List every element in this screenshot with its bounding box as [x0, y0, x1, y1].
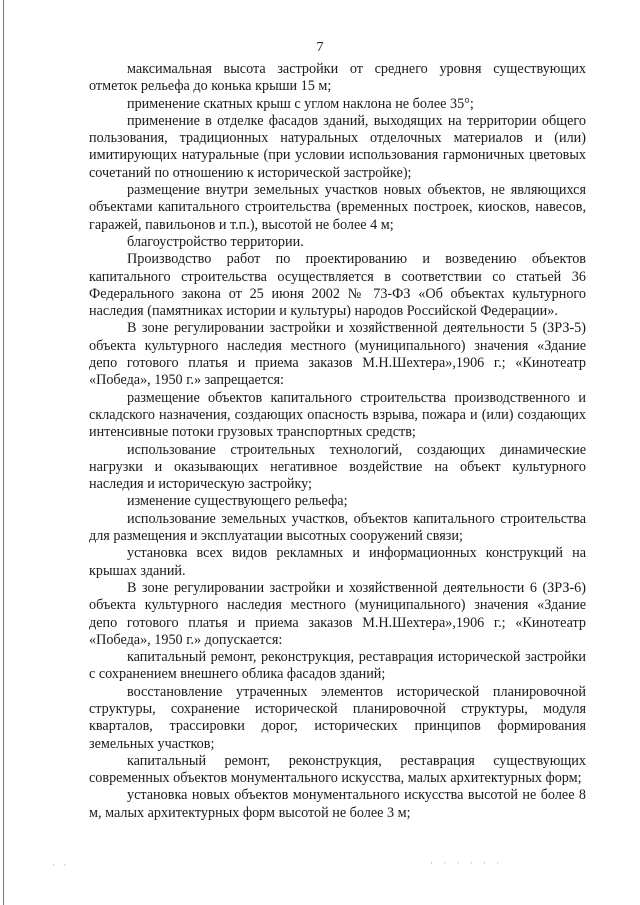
body-text — [89, 61, 586, 822]
paragraph: В зоне регулировании застройки и хозяйственной деятельности 5 (ЗРЗ-5) объекта культурного наследия местного (муниципального) значения «Здание депо готового платья и приема заказов М.Н.Шехтера»,1906 г.; «Кинотеатр «Победа», 1950 г.» запрещается: — [89, 320, 586, 389]
paragraph: установка новых объектов монументального искусства высотой не более 8 м, малых архитектурных форм высотой не более 3 м; — [89, 787, 586, 821]
page-number: 7 — [316, 40, 324, 55]
scan-edge-line — [3, 0, 4, 905]
paragraph: В зоне регулировании застройки и хозяйственной деятельности 6 (ЗРЗ-6) объекта культурного наследия местного (муниципального) значения «Здание депо готового платья и приема заказов М.Н.Шехтера»,1906 г.; «Кинотеатр «Победа», 1950 г.» допускается: — [89, 579, 586, 648]
paragraph: установка всех видов рекламных и информационных конструкций на крышах зданий. — [89, 545, 586, 579]
paragraph: использование строительных технологий, создающих динамические нагрузки и оказывающих негативное воздействие на объект культурного наследия и историческую застройку; — [89, 441, 586, 493]
paragraph: капитальный ремонт, реконструкция, реставрация исторической застройки с сохранением внешнего облика фасадов зданий; — [89, 649, 586, 683]
paragraph: благоустройство территории. — [127, 233, 304, 250]
paragraph: капитальный ремонт, реконструкция, реставрация существующих современных объектов монументального искусства, малых архитектурных форм; — [89, 752, 586, 787]
paragraph: изменение существующего рельефа; — [127, 493, 348, 510]
scan-artifact: · · · · · · — [430, 858, 504, 868]
paragraph: применение скатных крыш с углом наклона не более 35°; — [127, 95, 474, 112]
paragraph: использование земельных участков, объектов капитального строительства для размещения и эксплуатации высотных сооружений связи; — [89, 510, 586, 545]
paragraph: применение в отделке фасадов зданий, выходящих на территории общего пользования, традиционных натуральных отделочных материалов и (или) имитирующих натуральные (при условии использования гармоничных цветовых сочетаний по отношению к исторической застройке); — [89, 112, 586, 181]
paragraph: восстановление утраченных элементов исторической планировочной структуры, сохранение исторической планировочной структуры, модуля кварталов, трассировки дорог, исторических принципов формирования земельных участков; — [89, 683, 586, 752]
paragraph: размещение внутри земельных участков новых объектов, не являющихся объектами капитального строительства (временных построек, киосков, навесов, гаражей, павильонов и т.п.), высотой не более 4 м; — [89, 182, 586, 233]
paragraph: Производство работ по проектированию и возведению объектов капитального строительства осуществляется в соответствии со статьей 36 Федерального закона от 25 июня 2002 № 73-ФЗ «Об объектах культурного наследия (памятниках истории и культуры) народов Российской Федерации». — [89, 251, 586, 320]
paragraph: максимальная высота застройки от среднего уровня существующих отметок рельефа до конька крыши 15 м; — [89, 61, 586, 95]
scan-artifact: · · — [52, 860, 70, 870]
paragraph: размещение объектов капитального строительства производственного и складского назначения, создающих опасность взрыва, пожара и (или) создающих интенсивные потоки грузовых транспортных средств; — [89, 389, 586, 441]
